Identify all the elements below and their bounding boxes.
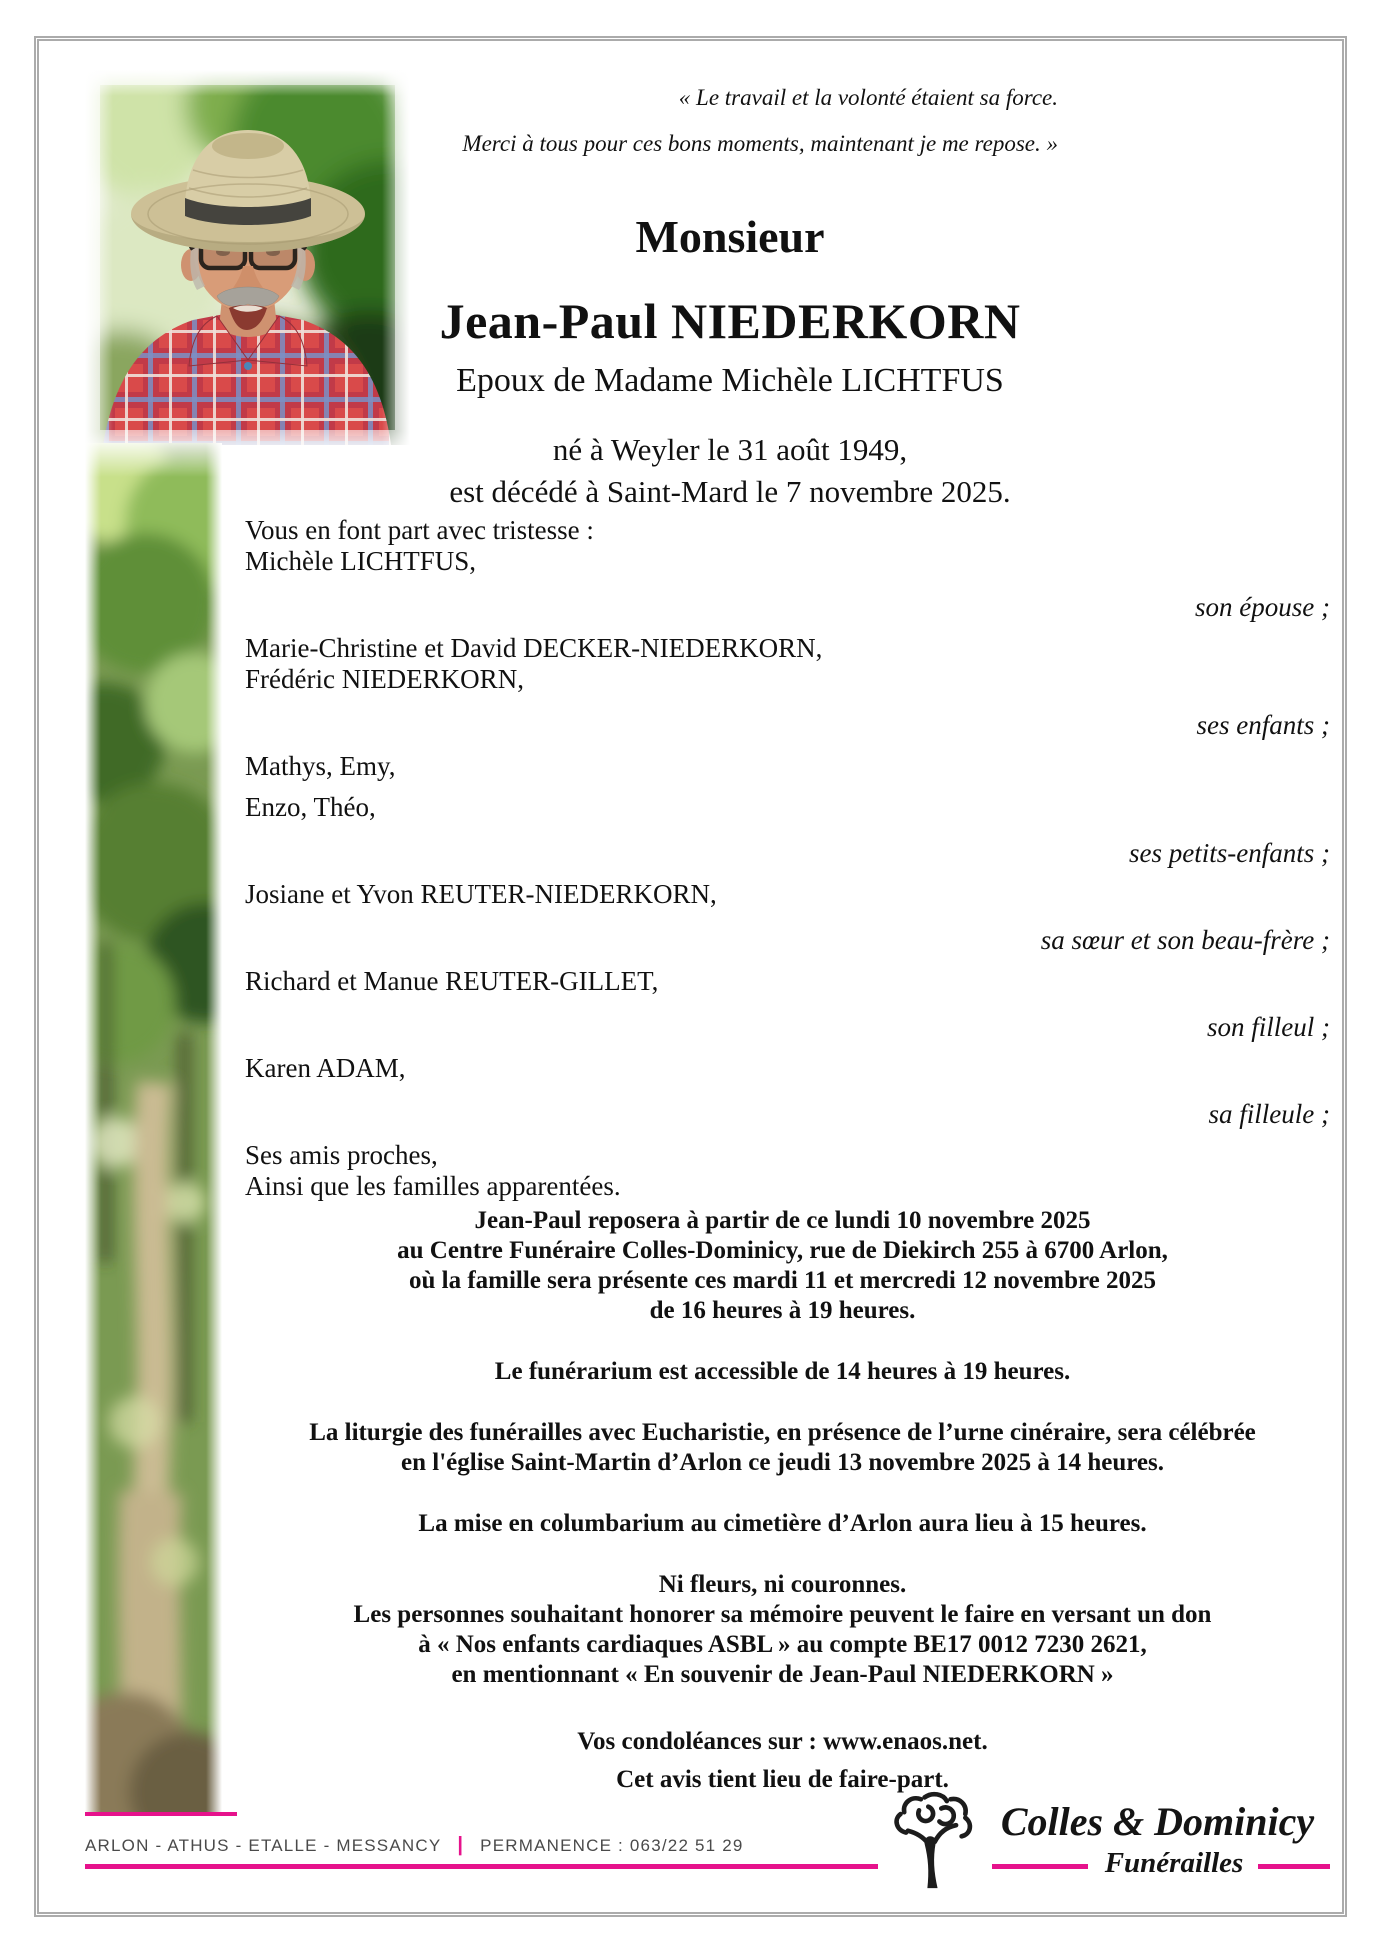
family-name-line: Frédéric NIEDERKORN, [245,664,524,694]
family-name-line: Enzo, Théo, [245,792,376,822]
civility-title: Monsieur [635,211,825,262]
footer-contact-info [85,1834,744,1857]
family-relation-line: ses enfants ; [1196,710,1330,740]
announcement-header [390,75,1070,513]
tree-icon [882,1790,982,1890]
epitaph-quote-line1: « Le travail et la volonté étaient sa force. [678,85,1058,110]
family-closing-line: Ainsi que les familles apparentées. [245,1171,621,1201]
donation-line: en mentionnant « En souvenir de Jean-Paul NIEDERKORN » [451,1661,1114,1688]
footer-accent-line [85,1864,878,1869]
family-name-line: Marie-Christine et David DECKER-NIEDERKORN, [245,633,823,663]
forest-path-photo [85,443,222,1812]
wake-line: Jean-Paul reposera à partir de ce lundi 10 novembre 2025 [474,1207,1091,1234]
funeral-home-name: Colles & Dominicy [1000,1799,1315,1844]
family-name-line: Karen ADAM, [245,1053,406,1083]
wake-line: de 16 heures à 19 heures. [649,1297,916,1324]
portrait-photo [85,70,410,445]
epitaph-quote-line2: Merci à tous pour ces bons moments, maintenant je me repose. » [462,131,1058,156]
family-relation-line: son filleul ; [1207,1012,1330,1042]
family-closing-line: Ses amis proches, [245,1140,438,1170]
deceased-name: Jean-Paul NIEDERKORN [439,293,1021,349]
family-announcement [245,515,1330,1202]
donation-line: Ni fleurs, ni couronnes. [658,1571,907,1598]
funerarium-hours: Le funérarium est accessible de 14 heures à 19 heures. [494,1358,1071,1385]
liturgy-details [230,1418,1335,1478]
wake-line: au Centre Funéraire Colles-Dominicy, rue de Diekirch 255 à 6700 Arlon, [397,1237,1168,1264]
ceremony-details [230,1206,1335,1826]
liturgy-line: en l'église Saint-Martin d’Arlon ce jeudi 13 novembre 2025 à 14 heures. [401,1449,1164,1476]
donation-request [230,1570,1335,1690]
family-relation-line: ses petits-enfants ; [1129,838,1330,868]
donation-line: Les personnes souhaitant honorer sa mémoire peuvent le faire en versant un don [353,1601,1212,1628]
funeral-home-subtitle: Funérailles [1104,1847,1244,1879]
footer-regions: ARLON - ATHUS - ETALLE - MESSANCY [85,1836,442,1855]
family-name-line: Michèle LICHTFUS, [245,546,476,576]
family-name-line: Mathys, Emy, [245,751,396,781]
liturgy-line: La liturgie des funérailles avec Eucharistie, en présence de l’urne cinéraire, sera célébrée [309,1419,1256,1446]
death-line: est décédé à Saint-Mard le 7 novembre 2025. [449,474,1011,509]
epitaph-quote [390,75,1070,167]
birth-line: né à Weyler le 31 août 1949, [552,432,908,467]
wake-line: où la famille sera présente ces mardi 11 et mercredi 12 novembre 2025 [408,1267,1157,1294]
footer-permanence: PERMANENCE : 063/22 51 29 [480,1836,744,1855]
family-relation-line: sa filleule ; [1208,1099,1330,1129]
footer-accent-dash [1258,1864,1330,1869]
columbarium-details: La mise en columbarium au cimetière d’Arlon aura lieu à 15 heures. [418,1510,1147,1537]
donation-line: à « Nos enfants cardiaques ASBL » au compte BE17 0012 7230 2621, [418,1631,1147,1658]
family-relation-line: son épouse ; [1195,592,1330,622]
spouse-line: Epoux de Madame Michèle LICHTFUS [456,362,1004,399]
announcement-intro: Vous en font part avec tristesse : [245,515,594,545]
strip-feather-edge [85,443,222,1812]
footer-accent-line-mid [992,1864,1088,1869]
portrait-feather-edge [85,70,410,445]
family-name-line: Josiane et Yvon REUTER-NIEDERKORN, [245,879,717,909]
footer-separator: | [457,1834,465,1856]
notice-line: Cet avis tient lieu de faire-part. [616,1766,949,1793]
wake-details [230,1206,1335,1326]
family-name-line: Richard et Manue REUTER-GILLET, [245,966,659,996]
photo-underline-accent [85,1812,237,1816]
family-relation-line: sa sœur et son beau-frère ; [1040,925,1330,955]
condolences-line: Vos condoléances sur : www.enaos.net. [577,1728,988,1755]
